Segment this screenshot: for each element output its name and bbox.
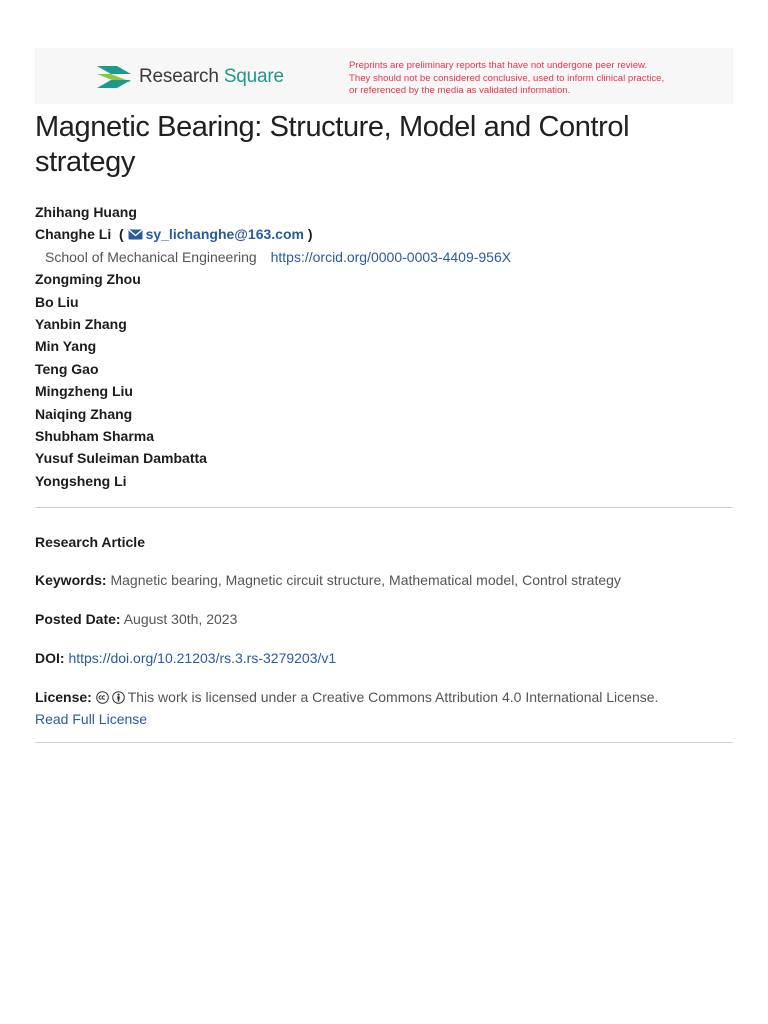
- author-name: Zhihang Huang: [35, 204, 137, 220]
- corresponding-author: [35, 223, 735, 245]
- author-name: Yusuf Suleiman Dambatta: [35, 450, 207, 467]
- notice-line: or referenced by the media as validated information.: [349, 85, 571, 97]
- author-name: Shubham Sharma: [35, 427, 155, 444]
- posted-date-value: August 30th, 2023: [123, 611, 238, 627]
- article-type: [35, 531, 735, 553]
- doi-link[interactable]: https://doi.org/10.21203/rs.3.rs-3279203/v1: [68, 650, 337, 666]
- research-square-logo-icon: [95, 62, 133, 92]
- author-affiliation: [35, 246, 735, 268]
- envelope-icon: [128, 229, 143, 240]
- author-name: Bo Liu: [35, 293, 79, 310]
- author-name: Naiqing Zhang: [35, 405, 133, 422]
- institution-name: School of Mechanical Engineering: [45, 248, 257, 265]
- creative-commons-icon: [96, 691, 109, 704]
- paper-title: Magnetic Bearing: Structure, Model and Control strategy: [35, 111, 630, 178]
- additional-authors: [35, 268, 735, 492]
- author-email-link[interactable]: [128, 226, 304, 242]
- keywords-row: [35, 569, 735, 591]
- email-text: sy_lichanghe@163.com: [145, 226, 304, 243]
- author-name: Teng Gao: [35, 360, 99, 377]
- keywords-value: Magnetic bearing, Magnetic circuit structure, Mathematical model, Control strategy: [110, 572, 621, 588]
- logo-wordmark: [139, 66, 284, 88]
- posted-date-row: [35, 608, 735, 630]
- license-label: License:: [35, 689, 92, 705]
- doi-label: DOI:: [35, 650, 65, 666]
- preprint-banner: [35, 48, 733, 104]
- doi-row: [35, 647, 735, 669]
- license-text: This work is licensed under a Creative Commons Attribution 4.0 International License.: [127, 689, 659, 705]
- article-type-label: Research Article: [35, 534, 145, 550]
- preprint-notice: [349, 60, 709, 98]
- author-name: Yongsheng Li: [35, 472, 127, 489]
- author-name: Zongming Zhou: [35, 271, 141, 288]
- author-list: [35, 201, 735, 492]
- logo-word-square: Square: [223, 66, 284, 87]
- divider: [35, 507, 733, 508]
- notice-line: Preprints are preliminary reports that have not undergone peer review.: [349, 60, 648, 71]
- author-name: Changhe Li: [35, 226, 112, 243]
- attribution-icon: [112, 691, 125, 704]
- keywords-label: Keywords:: [35, 572, 107, 588]
- research-square-logo[interactable]: [95, 63, 284, 91]
- paren-close: ): [307, 226, 313, 243]
- author-name: Mingzheng Liu: [35, 383, 133, 400]
- orcid-link[interactable]: https://orcid.org/0000-0003-4409-956X: [270, 248, 512, 265]
- license-row: [35, 686, 735, 731]
- logo-word-research: Research: [139, 66, 219, 87]
- notice-line: They should not be considered conclusive, used to inform clinical practice,: [349, 72, 665, 84]
- paren-open: (: [119, 226, 124, 243]
- author-name: Min Yang: [35, 338, 97, 355]
- divider: [35, 742, 733, 743]
- author-name: Yanbin Zhang: [35, 315, 127, 332]
- posted-date-label: Posted Date:: [35, 611, 121, 627]
- read-full-license-link[interactable]: Read Full License: [35, 711, 148, 728]
